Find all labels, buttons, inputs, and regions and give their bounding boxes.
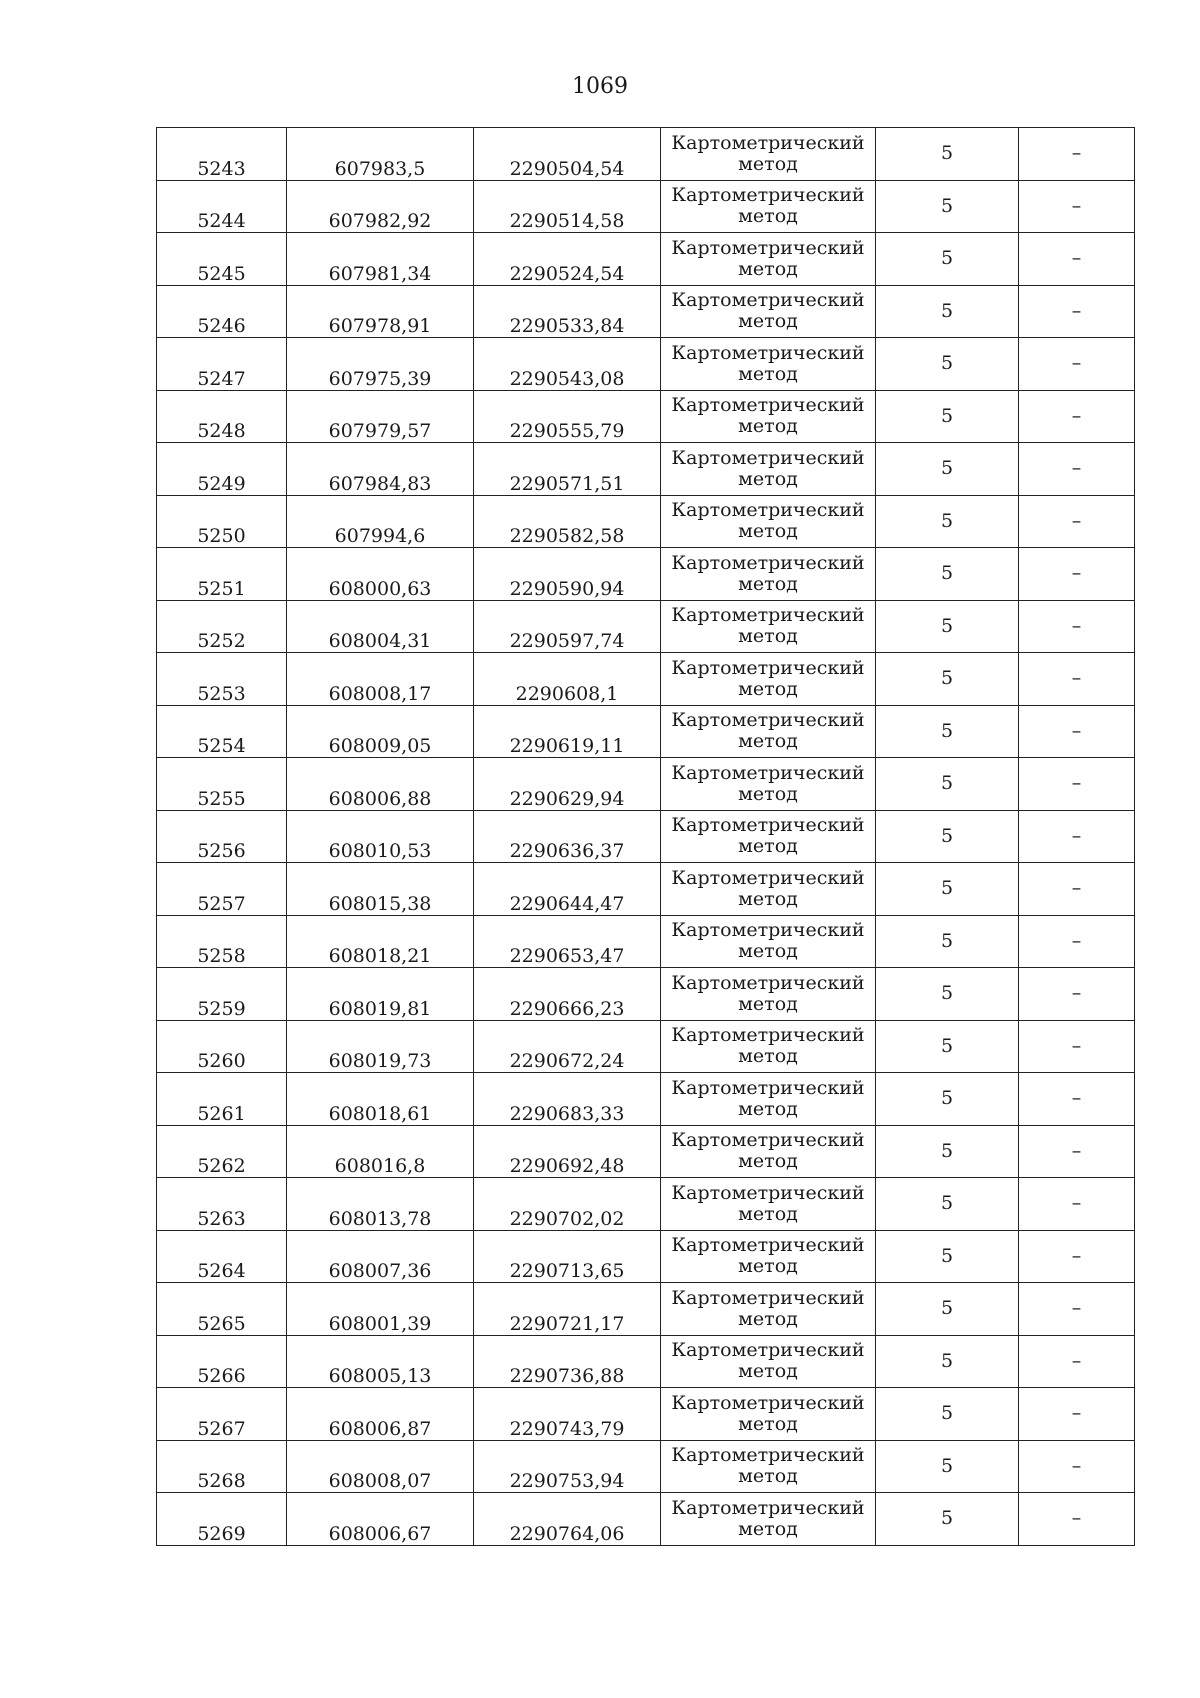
- note-cell: –: [1019, 915, 1135, 968]
- method-cell: [661, 968, 876, 1021]
- point-number-cell: 5246: [157, 285, 287, 338]
- method-line: Картометрический: [671, 1286, 865, 1309]
- method-cell: [661, 863, 876, 916]
- method-line: Картометрический: [671, 289, 865, 312]
- method-line: Картометрический: [671, 866, 865, 889]
- point-number-cell: 5267: [157, 1388, 287, 1441]
- x-coordinate-cell: 607994,6: [287, 495, 474, 548]
- y-coordinate-cell: 2290524,54: [474, 233, 661, 286]
- table-row: [157, 1493, 1135, 1546]
- method-cell: [661, 495, 876, 548]
- method-line: метод: [738, 205, 798, 228]
- y-coordinate-cell: 2290702,02: [474, 1178, 661, 1231]
- table-row: [157, 1020, 1135, 1073]
- method-cell: [661, 1283, 876, 1336]
- point-number-cell: 5261: [157, 1073, 287, 1126]
- accuracy-cell: 5: [876, 128, 1019, 181]
- table-row: [157, 1178, 1135, 1231]
- method-cell: [661, 548, 876, 601]
- x-coordinate-cell: 607983,5: [287, 128, 474, 181]
- point-number-cell: 5254: [157, 705, 287, 758]
- point-number-cell: 5248: [157, 390, 287, 443]
- method-line: Картометрический: [671, 1024, 865, 1047]
- method-cell: [661, 600, 876, 653]
- point-number-cell: 5255: [157, 758, 287, 811]
- accuracy-cell: 5: [876, 180, 1019, 233]
- accuracy-cell: 5: [876, 1020, 1019, 1073]
- table-row: [157, 1073, 1135, 1126]
- y-coordinate-cell: 2290713,65: [474, 1230, 661, 1283]
- accuracy-cell: 5: [876, 600, 1019, 653]
- point-number-cell: 5268: [157, 1440, 287, 1493]
- method-cell: [661, 180, 876, 233]
- y-coordinate-cell: 2290753,94: [474, 1440, 661, 1493]
- table-row: [157, 443, 1135, 496]
- x-coordinate-cell: 608019,73: [287, 1020, 474, 1073]
- method-line: метод: [738, 1202, 798, 1225]
- x-coordinate-cell: 608015,38: [287, 863, 474, 916]
- accuracy-cell: 5: [876, 285, 1019, 338]
- method-cell: [661, 443, 876, 496]
- accuracy-cell: 5: [876, 1073, 1019, 1126]
- method-cell: [661, 915, 876, 968]
- note-cell: –: [1019, 810, 1135, 863]
- method-cell: [661, 338, 876, 391]
- method-line: метод: [738, 1360, 798, 1383]
- y-coordinate-cell: 2290692,48: [474, 1125, 661, 1178]
- method-cell: [661, 1178, 876, 1231]
- note-cell: –: [1019, 1230, 1135, 1283]
- table-body: [157, 128, 1135, 1546]
- point-number-cell: 5253: [157, 653, 287, 706]
- y-coordinate-cell: 2290672,24: [474, 1020, 661, 1073]
- x-coordinate-cell: 607978,91: [287, 285, 474, 338]
- note-cell: –: [1019, 1125, 1135, 1178]
- note-cell: –: [1019, 338, 1135, 391]
- accuracy-cell: 5: [876, 495, 1019, 548]
- accuracy-cell: 5: [876, 758, 1019, 811]
- y-coordinate-cell: 2290590,94: [474, 548, 661, 601]
- y-coordinate-cell: 2290736,88: [474, 1335, 661, 1388]
- method-line: Картометрический: [671, 341, 865, 364]
- accuracy-cell: 5: [876, 1388, 1019, 1441]
- table-row: [157, 1283, 1135, 1336]
- method-cell: [661, 1073, 876, 1126]
- table-row: [157, 705, 1135, 758]
- method-cell: [661, 1493, 876, 1546]
- point-number-cell: 5250: [157, 495, 287, 548]
- x-coordinate-cell: 608009,05: [287, 705, 474, 758]
- method-line: Картометрический: [671, 814, 865, 837]
- method-line: метод: [738, 152, 798, 175]
- accuracy-cell: 5: [876, 548, 1019, 601]
- method-line: Картометрический: [671, 1129, 865, 1152]
- table-row: [157, 863, 1135, 916]
- method-line: метод: [738, 1465, 798, 1488]
- table-row: [157, 1125, 1135, 1178]
- method-line: Картометрический: [671, 1076, 865, 1099]
- method-line: Картометрический: [671, 1496, 865, 1519]
- table-row: [157, 968, 1135, 1021]
- x-coordinate-cell: 608007,36: [287, 1230, 474, 1283]
- y-coordinate-cell: 2290504,54: [474, 128, 661, 181]
- method-cell: [661, 1440, 876, 1493]
- method-line: Картометрический: [671, 1444, 865, 1467]
- x-coordinate-cell: 608006,67: [287, 1493, 474, 1546]
- method-cell: [661, 390, 876, 443]
- note-cell: –: [1019, 1178, 1135, 1231]
- accuracy-cell: 5: [876, 1125, 1019, 1178]
- accuracy-cell: 5: [876, 653, 1019, 706]
- point-number-cell: 5244: [157, 180, 287, 233]
- accuracy-cell: 5: [876, 443, 1019, 496]
- y-coordinate-cell: 2290764,06: [474, 1493, 661, 1546]
- x-coordinate-cell: 608013,78: [287, 1178, 474, 1231]
- table-row: [157, 1335, 1135, 1388]
- method-line: Картометрический: [671, 604, 865, 627]
- y-coordinate-cell: 2290533,84: [474, 285, 661, 338]
- method-line: метод: [738, 467, 798, 490]
- point-number-cell: 5269: [157, 1493, 287, 1546]
- note-cell: –: [1019, 1440, 1135, 1493]
- method-line: метод: [738, 992, 798, 1015]
- y-coordinate-cell: 2290514,58: [474, 180, 661, 233]
- point-number-cell: 5243: [157, 128, 287, 181]
- note-cell: –: [1019, 443, 1135, 496]
- x-coordinate-cell: 608006,87: [287, 1388, 474, 1441]
- method-cell: [661, 758, 876, 811]
- note-cell: –: [1019, 1335, 1135, 1388]
- table-row: [157, 495, 1135, 548]
- method-line: Картометрический: [671, 656, 865, 679]
- point-number-cell: 5251: [157, 548, 287, 601]
- x-coordinate-cell: 608005,13: [287, 1335, 474, 1388]
- method-line: Картометрический: [671, 919, 865, 942]
- y-coordinate-cell: 2290608,1: [474, 653, 661, 706]
- accuracy-cell: 5: [876, 1440, 1019, 1493]
- method-line: метод: [738, 520, 798, 543]
- note-cell: –: [1019, 285, 1135, 338]
- method-line: метод: [738, 1255, 798, 1278]
- note-cell: –: [1019, 653, 1135, 706]
- y-coordinate-cell: 2290683,33: [474, 1073, 661, 1126]
- x-coordinate-cell: 608001,39: [287, 1283, 474, 1336]
- method-line: метод: [738, 310, 798, 333]
- method-line: Картометрический: [671, 1181, 865, 1204]
- point-number-cell: 5265: [157, 1283, 287, 1336]
- method-cell: [661, 653, 876, 706]
- note-cell: –: [1019, 600, 1135, 653]
- method-line: Картометрический: [671, 394, 865, 417]
- method-line: метод: [738, 730, 798, 753]
- point-number-cell: 5259: [157, 968, 287, 1021]
- table-row: [157, 548, 1135, 601]
- x-coordinate-cell: 608006,88: [287, 758, 474, 811]
- method-line: метод: [738, 1412, 798, 1435]
- table-row: [157, 128, 1135, 181]
- note-cell: –: [1019, 758, 1135, 811]
- method-line: Картометрический: [671, 551, 865, 574]
- x-coordinate-cell: 608018,21: [287, 915, 474, 968]
- note-cell: –: [1019, 495, 1135, 548]
- y-coordinate-cell: 2290666,23: [474, 968, 661, 1021]
- table-row: [157, 233, 1135, 286]
- y-coordinate-cell: 2290743,79: [474, 1388, 661, 1441]
- note-cell: –: [1019, 390, 1135, 443]
- method-cell: [661, 285, 876, 338]
- note-cell: –: [1019, 1493, 1135, 1546]
- y-coordinate-cell: 2290629,94: [474, 758, 661, 811]
- method-line: Картометрический: [671, 1391, 865, 1414]
- x-coordinate-cell: 607982,92: [287, 180, 474, 233]
- method-line: Картометрический: [671, 236, 865, 259]
- accuracy-cell: 5: [876, 1493, 1019, 1546]
- accuracy-cell: 5: [876, 1283, 1019, 1336]
- table-row: [157, 390, 1135, 443]
- method-line: метод: [738, 677, 798, 700]
- y-coordinate-cell: 2290582,58: [474, 495, 661, 548]
- method-line: Картометрический: [671, 499, 865, 522]
- method-line: Картометрический: [671, 709, 865, 732]
- y-coordinate-cell: 2290555,79: [474, 390, 661, 443]
- method-line: метод: [738, 782, 798, 805]
- y-coordinate-cell: 2290644,47: [474, 863, 661, 916]
- method-line: метод: [738, 1045, 798, 1068]
- method-cell: [661, 1230, 876, 1283]
- table-row: [157, 653, 1135, 706]
- table-row: [157, 758, 1135, 811]
- point-number-cell: 5249: [157, 443, 287, 496]
- method-line: Картометрический: [671, 131, 865, 154]
- table-row: [157, 1230, 1135, 1283]
- x-coordinate-cell: 607984,83: [287, 443, 474, 496]
- table-row: [157, 180, 1135, 233]
- method-line: метод: [738, 572, 798, 595]
- table-row: [157, 1440, 1135, 1493]
- table-row: [157, 600, 1135, 653]
- point-number-cell: 5247: [157, 338, 287, 391]
- method-line: метод: [738, 257, 798, 280]
- accuracy-cell: 5: [876, 968, 1019, 1021]
- point-number-cell: 5252: [157, 600, 287, 653]
- x-coordinate-cell: 608004,31: [287, 600, 474, 653]
- note-cell: –: [1019, 1283, 1135, 1336]
- point-number-cell: 5262: [157, 1125, 287, 1178]
- coordinates-table: [156, 127, 1135, 1546]
- y-coordinate-cell: 2290721,17: [474, 1283, 661, 1336]
- accuracy-cell: 5: [876, 810, 1019, 863]
- x-coordinate-cell: 608018,61: [287, 1073, 474, 1126]
- table-row: [157, 1388, 1135, 1441]
- method-line: метод: [738, 887, 798, 910]
- x-coordinate-cell: 608019,81: [287, 968, 474, 1021]
- point-number-cell: 5245: [157, 233, 287, 286]
- method-line: метод: [738, 1517, 798, 1540]
- point-number-cell: 5257: [157, 863, 287, 916]
- note-cell: –: [1019, 1073, 1135, 1126]
- method-line: метод: [738, 1150, 798, 1173]
- table-row: [157, 810, 1135, 863]
- accuracy-cell: 5: [876, 338, 1019, 391]
- table-row: [157, 915, 1135, 968]
- note-cell: –: [1019, 1020, 1135, 1073]
- method-line: Картометрический: [671, 1234, 865, 1257]
- note-cell: –: [1019, 233, 1135, 286]
- y-coordinate-cell: 2290571,51: [474, 443, 661, 496]
- point-number-cell: 5263: [157, 1178, 287, 1231]
- method-line: Картометрический: [671, 446, 865, 469]
- x-coordinate-cell: 608010,53: [287, 810, 474, 863]
- accuracy-cell: 5: [876, 705, 1019, 758]
- method-line: метод: [738, 1307, 798, 1330]
- x-coordinate-cell: 607975,39: [287, 338, 474, 391]
- x-coordinate-cell: 608016,8: [287, 1125, 474, 1178]
- point-number-cell: 5266: [157, 1335, 287, 1388]
- table-row: [157, 338, 1135, 391]
- method-line: метод: [738, 1097, 798, 1120]
- x-coordinate-cell: 608008,17: [287, 653, 474, 706]
- method-cell: [661, 810, 876, 863]
- method-cell: [661, 1335, 876, 1388]
- x-coordinate-cell: 607979,57: [287, 390, 474, 443]
- note-cell: –: [1019, 863, 1135, 916]
- accuracy-cell: 5: [876, 233, 1019, 286]
- method-cell: [661, 705, 876, 758]
- method-cell: [661, 1020, 876, 1073]
- method-line: метод: [738, 940, 798, 963]
- point-number-cell: 5260: [157, 1020, 287, 1073]
- note-cell: –: [1019, 1388, 1135, 1441]
- note-cell: –: [1019, 128, 1135, 181]
- method-cell: [661, 1388, 876, 1441]
- method-line: Картометрический: [671, 971, 865, 994]
- y-coordinate-cell: 2290653,47: [474, 915, 661, 968]
- y-coordinate-cell: 2290543,08: [474, 338, 661, 391]
- accuracy-cell: 5: [876, 1230, 1019, 1283]
- method-line: Картометрический: [671, 761, 865, 784]
- accuracy-cell: 5: [876, 915, 1019, 968]
- method-line: метод: [738, 625, 798, 648]
- method-cell: [661, 128, 876, 181]
- y-coordinate-cell: 2290597,74: [474, 600, 661, 653]
- page-number: 1069: [572, 74, 628, 99]
- x-coordinate-cell: 607981,34: [287, 233, 474, 286]
- method-line: метод: [738, 415, 798, 438]
- accuracy-cell: 5: [876, 390, 1019, 443]
- method-cell: [661, 1125, 876, 1178]
- table-row: [157, 285, 1135, 338]
- note-cell: –: [1019, 968, 1135, 1021]
- note-cell: –: [1019, 180, 1135, 233]
- accuracy-cell: 5: [876, 863, 1019, 916]
- note-cell: –: [1019, 548, 1135, 601]
- point-number-cell: 5258: [157, 915, 287, 968]
- point-number-cell: 5256: [157, 810, 287, 863]
- method-line: Картометрический: [671, 184, 865, 207]
- x-coordinate-cell: 608008,07: [287, 1440, 474, 1493]
- x-coordinate-cell: 608000,63: [287, 548, 474, 601]
- point-number-cell: 5264: [157, 1230, 287, 1283]
- method-line: метод: [738, 362, 798, 385]
- accuracy-cell: 5: [876, 1178, 1019, 1231]
- y-coordinate-cell: 2290619,11: [474, 705, 661, 758]
- y-coordinate-cell: 2290636,37: [474, 810, 661, 863]
- method-cell: [661, 233, 876, 286]
- note-cell: –: [1019, 705, 1135, 758]
- method-line: Картометрический: [671, 1339, 865, 1362]
- accuracy-cell: 5: [876, 1335, 1019, 1388]
- method-line: метод: [738, 835, 798, 858]
